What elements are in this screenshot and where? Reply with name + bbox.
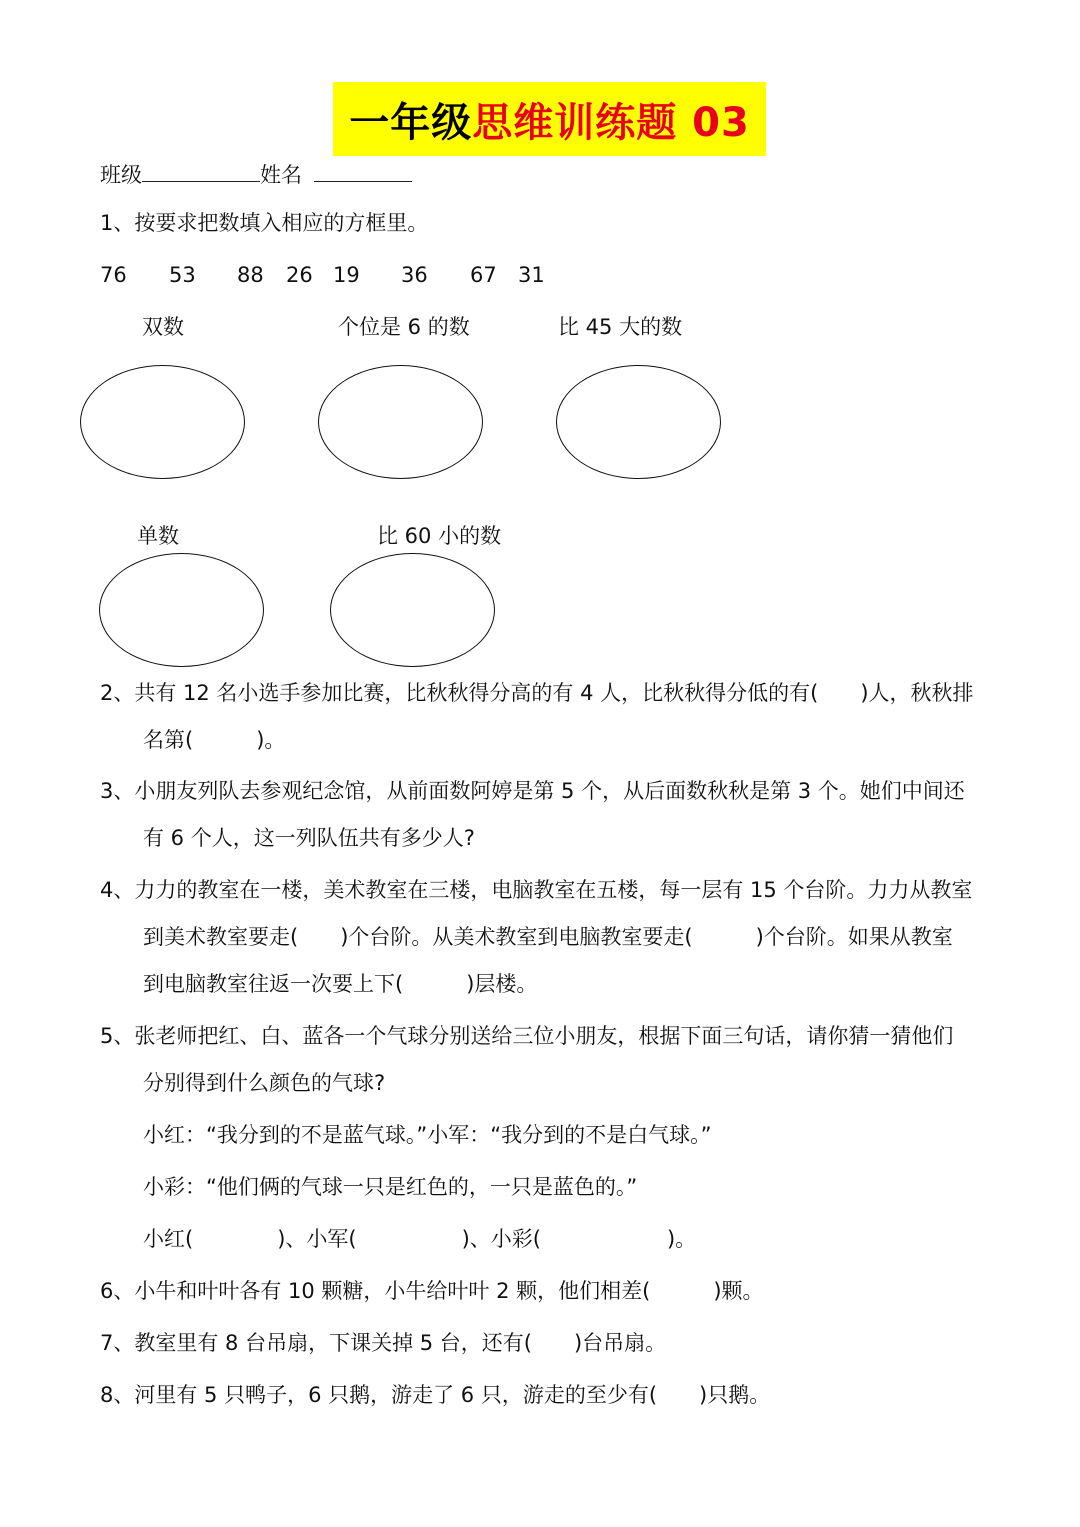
question-7: 7、教室里有 8 台吊扇，下课关掉 5 台，还有( )台吊扇。 xyxy=(100,1331,667,1355)
number-item: 36 xyxy=(401,263,428,287)
question-2-line-1: 2、共有 12 名小选手参加比赛，比秋秋得分高的有 4 人，比秋秋得分低的有( )人，秋秋排 xyxy=(100,681,974,705)
number-item: 53 xyxy=(169,263,196,287)
answer-oval-ones-six[interactable] xyxy=(318,365,483,479)
answer-oval-even[interactable] xyxy=(80,365,245,479)
answer-oval-odd[interactable] xyxy=(99,553,264,667)
question-6: 6、小牛和叶叶各有 10 颗糖，小牛给叶叶 2 颗，他们相差( )颗。 xyxy=(100,1279,764,1303)
number-item: 31 xyxy=(518,263,545,287)
number-item: 67 xyxy=(470,263,497,287)
class-label: 班级 xyxy=(100,163,142,187)
question-5-statement-1: 小红：“我分到的不是蓝气球。”小军：“我分到的不是白气球。” xyxy=(143,1123,712,1147)
class-blank[interactable] xyxy=(142,161,260,182)
question-4-line-3: 到电脑教室往返一次要上下( )层楼。 xyxy=(143,972,538,996)
title-subject: 思维训练题 03 xyxy=(472,99,750,146)
student-info-line xyxy=(100,161,412,186)
name-blank[interactable] xyxy=(314,161,412,182)
number-item: 88 xyxy=(237,263,264,287)
question-1-prompt: 1、按要求把数填入相应的方框里。 xyxy=(100,211,429,235)
question-3-line-2: 有 6 个人，这一列队伍共有多少人? xyxy=(143,826,475,850)
number-item: 26 xyxy=(286,263,313,287)
name-label: 姓名 xyxy=(260,163,302,187)
number-item: 76 xyxy=(100,263,127,287)
question-5-line-2: 分别得到什么颜色的气球? xyxy=(143,1071,386,1095)
question-5-line-1: 5、张老师把红、白、蓝各一个气球分别送给三位小朋友，根据下面三句话，请你猜一猜他们 xyxy=(100,1024,954,1048)
question-5-statement-2: 小彩：“他们俩的气球一只是红色的，一只是蓝色的。” xyxy=(143,1175,638,1199)
category-label-ones-six: 个位是 6 的数 xyxy=(338,315,470,339)
category-label-even: 双数 xyxy=(142,315,184,339)
category-label-less-60: 比 60 小的数 xyxy=(377,524,502,548)
category-label-greater-45: 比 45 大的数 xyxy=(558,315,683,339)
page-title xyxy=(333,82,766,156)
question-4-line-1: 4、力力的教室在一楼，美术教室在三楼，电脑教室在五楼，每一层有 15 个台阶。力力从教室 xyxy=(100,878,973,902)
question-2-line-2: 名第( )。 xyxy=(143,728,286,752)
answer-oval-greater-45[interactable] xyxy=(556,365,721,479)
category-label-odd: 单数 xyxy=(137,524,179,548)
answer-oval-less-60[interactable] xyxy=(330,553,495,667)
number-item: 19 xyxy=(333,263,360,287)
question-3-line-1: 3、小朋友列队去参观纪念馆，从前面数阿婷是第 5 个，从后面数秋秋是第 3 个。她们中间还 xyxy=(100,779,965,803)
question-5-answer-line: 小红( )、小军( )、小彩( )。 xyxy=(143,1227,697,1251)
question-4-line-2: 到美术教室要走( )个台阶。从美术教室到电脑教室要走( )个台阶。如果从教室 xyxy=(143,925,953,949)
title-grade: 一年级 xyxy=(349,99,473,146)
question-8: 8、河里有 5 只鸭子，6 只鹅，游走了 6 只，游走的至少有( )只鹅。 xyxy=(100,1383,771,1407)
